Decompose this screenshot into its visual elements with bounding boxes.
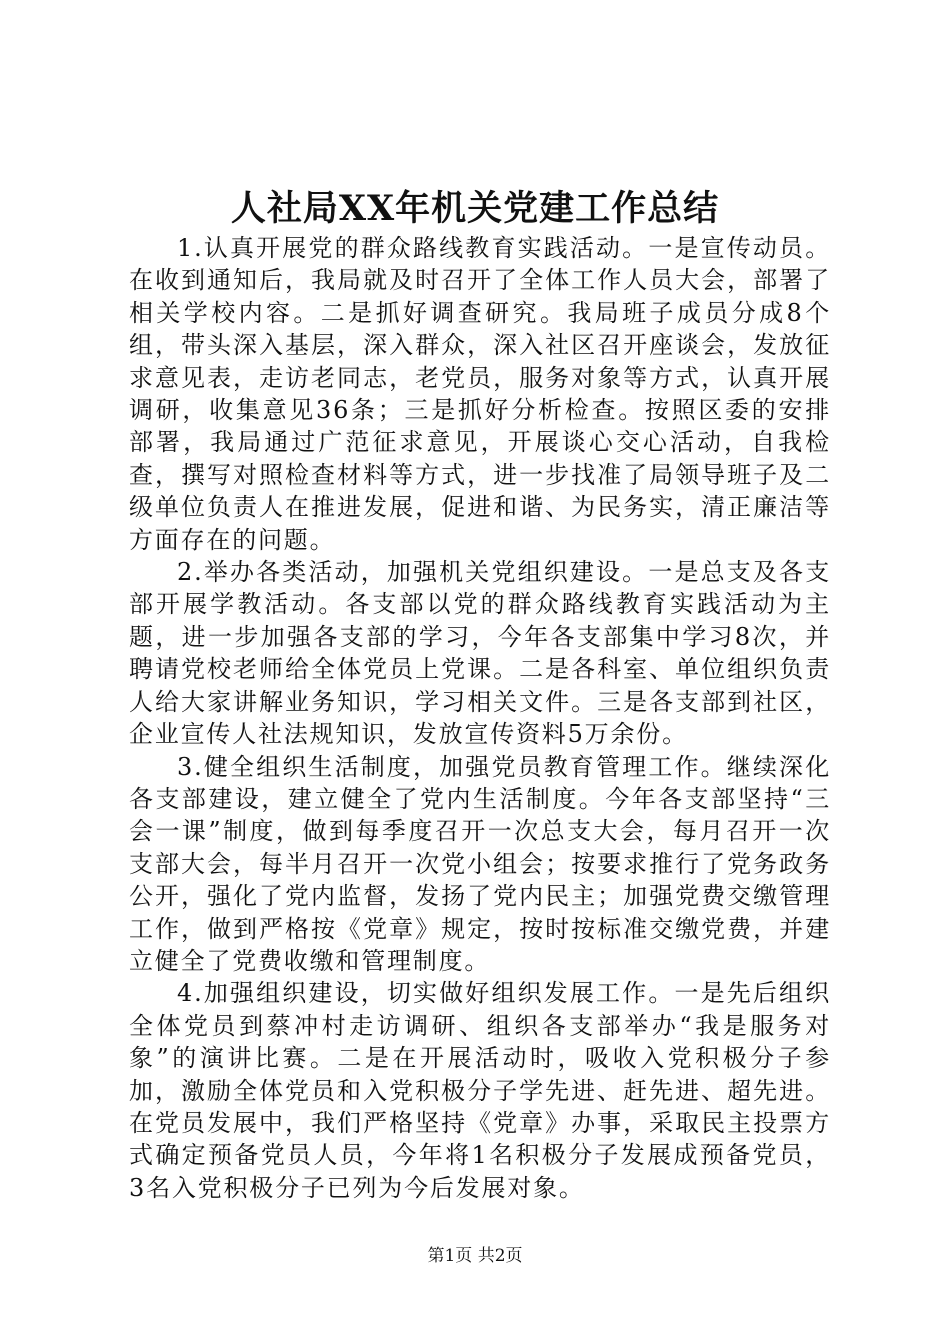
paragraph-4: 4.加强组织建设，切实做好组织发展工作。一是先后组织全体党员到蔡冲村走访调研、组织各支部举办“我是服务对象”的演讲比赛。二是在开展活动时，吸收入党积极分子参加，激励全体党员和入党积极分子学先进、赶先进、超先进。在党员发展中，我们严格坚持《党章》办事，采取民主投票方式确定预备党员人员，今年将1名积极分子发展成预备党员，3名入党积极分子已列为今后发展对象。 [129,979,831,1202]
paragraph-3: 3.健全组织生活制度，加强党员教育管理工作。继续深化各支部建设，建立健全了党内生活制度。今年各支部坚持“三会一课”制度，做到每季度召开一次总支大会，每月召开一次支部大会，每半月召开一次党小组会；按要求推行了党务政务公开，强化了党内监督，发扬了党内民主；加强党费交缴管理工作，做到严格按《党章》规定，按时按标准交缴党费，并建立健全了党费收缴和管理制度。 [129,752,831,975]
page-footer: 第1页 共2页 [427,1246,523,1266]
paragraph-1: 1.认真开展党的群众路线教育实践活动。一是宣传动员。在收到通知后，我局就及时召开了全体工作人员大会，部署了相关学校内容。二是抓好调查研究。我局班子成员分成8个组，带头深入基层，深入群众，深入社区召开座谈会，发放征求意见表，走访老同志，老党员，服务对象等方式，认真开展调研，收集意见36条；三是抓好分析检查。按照区委的安排部署，我局通过广范征求意见，开展谈心交心活动，自我检查，撰写对照检查材料等方式，进一步找准了局领导班子及二级单位负责人在推进发展，促进和谐、为民务实，清正廉洁等方面存在的问题。 [129,234,831,554]
paragraph-2: 2.举办各类活动，加强机关党组织建设。一是总支及各支部开展学教活动。各支部以党的群众路线教育实践活动为主题，进一步加强各支部的学习，今年各支部集中学习8次，并聘请党校老师给全体党员上党课。二是各科室、单位组织负责人给大家讲解业务知识，学习相关文件。三是各支部到社区，企业宣传人社法规知识，发放宣传资料5万余份。 [129,558,831,749]
document-body [129,232,831,1204]
document-title: 人社局XX年机关党建工作总结 [230,188,720,229]
